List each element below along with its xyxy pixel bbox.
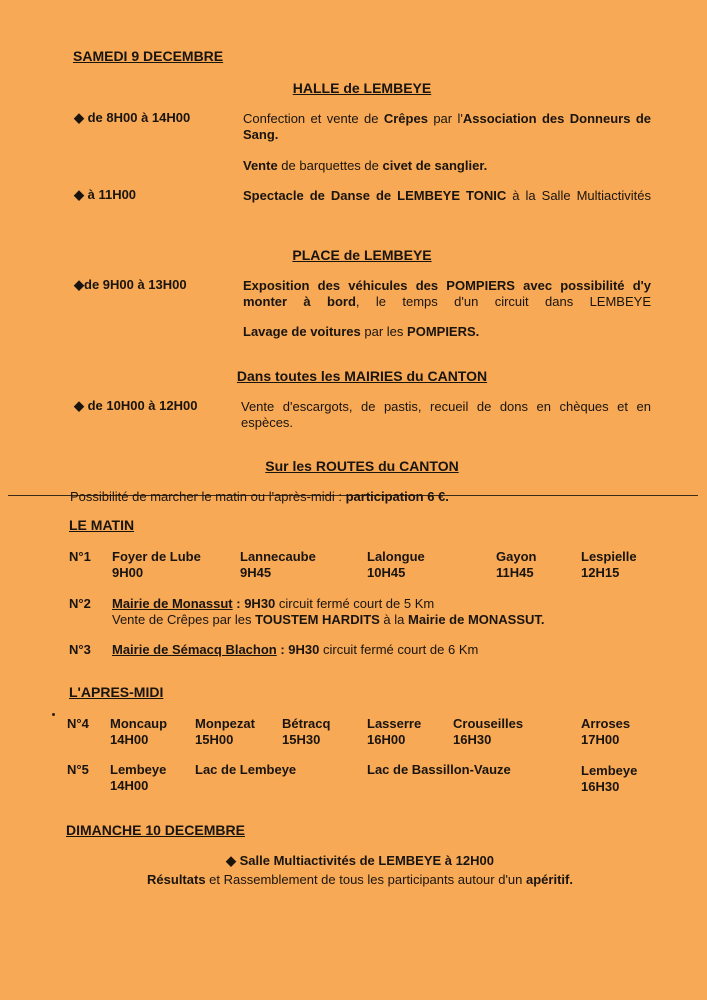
route-n4-stop: Bétracq 15H30	[282, 716, 331, 747]
route-n2-label: N°2	[69, 596, 91, 611]
routes-title: Sur les ROUTES du CANTON	[265, 458, 459, 474]
route-n1-label: N°1	[69, 549, 91, 564]
margin-dot	[52, 713, 55, 716]
apresmidi-title: L'APRES-MIDI	[69, 684, 164, 700]
halle-title: HALLE de LEMBEYE	[292, 80, 432, 96]
route-n4-stop: Lasserre 16H00	[367, 716, 422, 747]
route-n2-line1: Mairie de Monassut : 9H30 circuit fermé court de 5 Km	[112, 596, 435, 611]
route-n1-stop: Lannecaube 9H45	[240, 549, 316, 580]
route-n1-stop: Lalongue 10H45	[367, 549, 425, 580]
mairies-text: Vente d'escargots, de pastis, recueil de dons en chèques et en espèces.	[241, 399, 651, 430]
route-n5-label: N°5	[67, 762, 89, 777]
mairies-time: ◆ de 10H00 à 12H00	[74, 398, 198, 413]
sunday-line-1: ◆ Salle Multiactivités de LEMBEYE à 12H00	[226, 853, 494, 868]
route-n4-stop: Crouseilles 16H30	[453, 716, 524, 747]
halle-crepes-text: Confection et vente de Crêpes par l'Association des Donneurs de Sang.	[243, 111, 651, 142]
halle-civet-text: Vente de barquettes de civet de sanglier.	[243, 158, 488, 173]
route-n5-stop: Lac de Bassillon-Vauze	[367, 762, 511, 777]
matin-title: LE MATIN	[69, 517, 135, 533]
place-expo-text: Exposition des véhicules des POMPIERS avec possibilité d'y monter à bord, le temps d'un circuit dans LEMBEYE	[243, 278, 651, 309]
halle-time-1: ◆ de 8H00 à 14H00	[74, 110, 191, 125]
sunday-header: DIMANCHE 10 DECEMBRE	[66, 822, 245, 838]
mairies-title: Dans toutes les MAIRIES du CANTON	[236, 368, 488, 384]
route-n1-stop: Foyer de Lube 9H00	[112, 549, 201, 580]
route-n4-label: N°4	[67, 716, 89, 731]
route-n3-line: Mairie de Sémacq Blachon : 9H30 circuit fermé court de 6 Km	[112, 642, 479, 657]
routes-note: Possibilité de marcher le matin ou l'après-midi : participation 6 €.	[70, 489, 449, 504]
halle-time-2: ◆ à 11H00	[74, 187, 137, 202]
route-n1-stop: Lespielle 12H15	[581, 549, 637, 580]
saturday-header: SAMEDI 9 DECEMBRE	[73, 48, 224, 64]
route-n2-line2: Vente de Crêpes par les TOUSTEM HARDITS à la Mairie de MONASSUT.	[112, 612, 545, 627]
route-n3-label: N°3	[69, 642, 91, 657]
route-n4-stop: Moncaup 14H00	[110, 716, 168, 747]
place-title: PLACE de LEMBEYE	[292, 247, 432, 263]
halle-danse-text: Spectacle de Danse de LEMBEYE TONIC à la Salle Multiactivités	[243, 188, 651, 203]
place-time: ◆de 9H00 à 13H00	[74, 277, 187, 292]
route-n5-stop: Lac de Lembeye	[195, 762, 297, 777]
route-n1-stop: Gayon 11H45	[496, 549, 537, 580]
sunday-line-2: Résultats et Rassemblement de tous les participants autour d'un apéritif.	[147, 872, 573, 887]
route-n4-stop: Monpezat 15H00	[195, 716, 255, 747]
place-lavage-text: Lavage de voitures par les POMPIERS.	[243, 324, 480, 339]
route-n4-stop: Arroses 17H00	[581, 716, 631, 747]
route-n5-stop: Lembeye 16H30	[581, 763, 638, 794]
route-n5-stop: Lembeye 14H00	[110, 762, 167, 793]
